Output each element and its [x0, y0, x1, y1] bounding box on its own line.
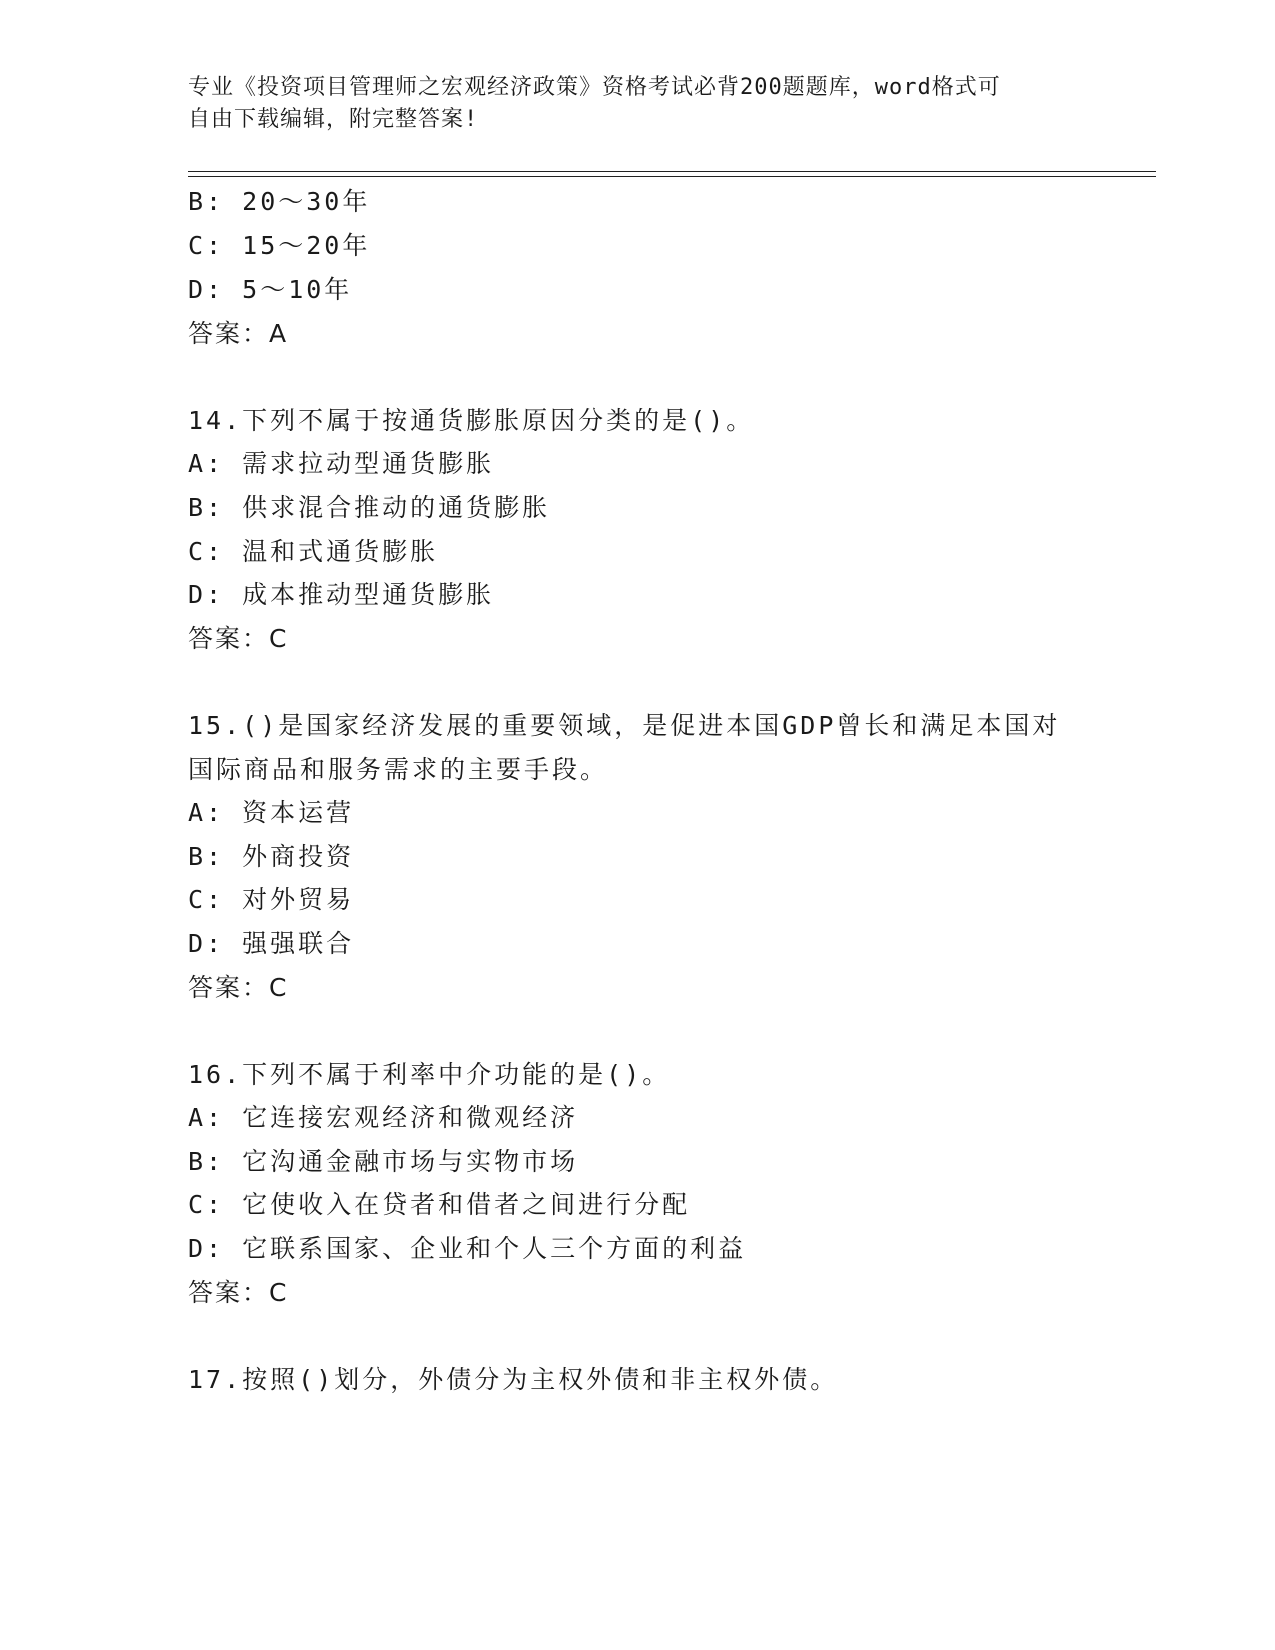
header-line-1: 专业《投资项目管理师之宏观经济政策》资格考试必背200题题库，word格式可 [188, 75, 1001, 100]
header-line-2: 自由下载编辑，附完整答案! [188, 107, 479, 132]
q15-option-a: A: 资本运营 [188, 798, 355, 827]
q14-stem: 14.下列不属于按通货膨胀原因分类的是()。 [188, 406, 755, 435]
q15-option-d: D: 强强联合 [188, 929, 355, 958]
q13-option-b: B: 20～30年 [188, 187, 371, 216]
q14-option-d: D: 成本推动型通货膨胀 [188, 580, 495, 609]
document-header [188, 72, 1088, 136]
q16-stem: 16.下列不属于利率中介功能的是()。 [188, 1060, 671, 1089]
header-rule-top [188, 171, 1156, 172]
q16-option-c: C: 它使收入在贷者和借者之间进行分配 [188, 1190, 691, 1219]
q13-option-c: C: 15～20年 [188, 231, 371, 260]
q16-option-a: A: 它连接宏观经济和微观经济 [188, 1103, 579, 1132]
q16-answer: 答案：C [188, 1278, 289, 1307]
q13-answer: 答案：A [188, 319, 289, 348]
q15-answer: 答案：C [188, 973, 289, 1002]
q15-option-b: B: 外商投资 [188, 842, 355, 871]
q15-stem-line-1: 15.()是国家经济发展的重要领域，是促进本国GDP曾长和满足本国对 [188, 711, 1061, 740]
q14-option-c: C: 温和式通货膨胀 [188, 537, 439, 566]
q17-stem: 17.按照()划分，外债分为主权外债和非主权外债。 [188, 1365, 839, 1394]
q14-option-b: B: 供求混合推动的通货膨胀 [188, 493, 551, 522]
q13-option-d: D: 5～10年 [188, 275, 353, 304]
q15-option-c: C: 对外贸易 [188, 885, 355, 914]
header-rule-bottom [188, 176, 1156, 177]
q14-answer: 答案：C [188, 624, 289, 653]
q15-stem-line-2: 国际商品和服务需求的主要手段。 [188, 755, 609, 784]
q16-option-b: B: 它沟通金融市场与实物市场 [188, 1147, 579, 1176]
q16-option-d: D: 它联系国家、企业和个人三个方面的利益 [188, 1234, 747, 1263]
q14-option-a: A: 需求拉动型通货膨胀 [188, 449, 495, 478]
